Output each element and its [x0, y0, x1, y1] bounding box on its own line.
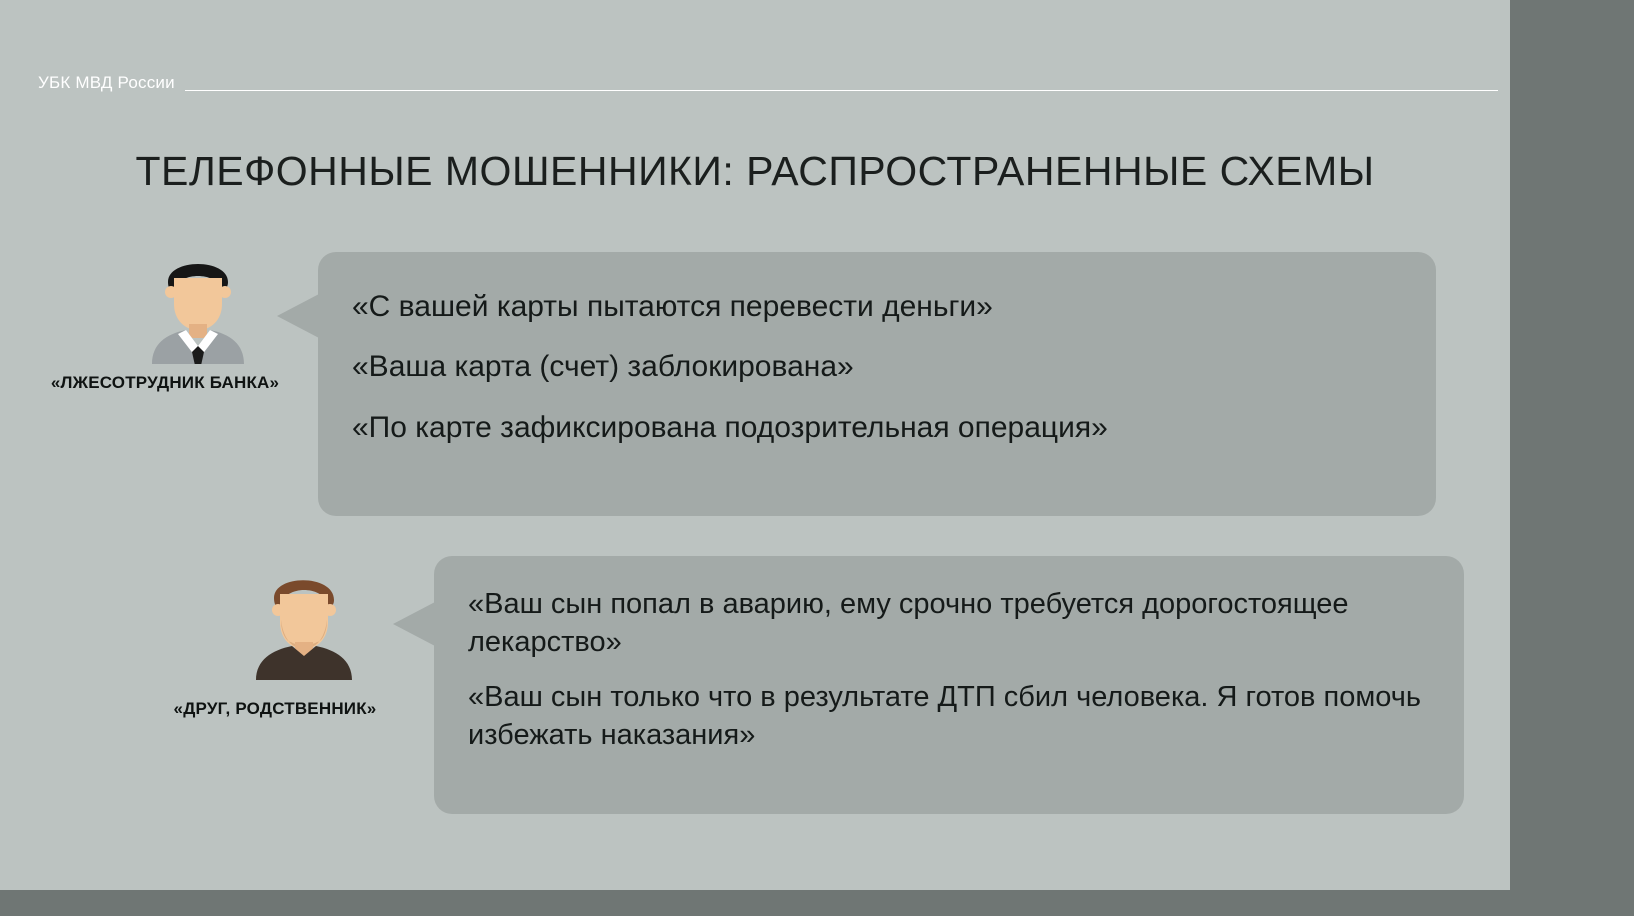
header-divider	[185, 90, 1498, 91]
bubble-line: «Ваш сын только что в результате ДТП сбил человека. Я готов помочь избежать наказания»	[468, 681, 1421, 752]
bubble-tail	[393, 602, 435, 646]
bank-employee-message-bubble	[318, 252, 1436, 516]
page-title: ТЕЛЕФОННЫЕ МОШЕННИКИ: РАСПРОСТРАНЕННЫЕ СХЕМЫ	[135, 148, 1375, 194]
bubble-line: «Ваш сын попал в аварию, ему срочно требуется дорогостоящее лекарство»	[468, 588, 1349, 658]
organization-label: УБК МВД России	[38, 73, 175, 92]
bottom-accent-strip	[0, 890, 1634, 916]
friend-relative-avatar-icon	[248, 562, 360, 680]
bank-employee-avatar-icon	[138, 244, 258, 364]
bubble-line: «Ваша карта (счет) заблокирована»	[352, 350, 854, 384]
slide-header	[38, 68, 1498, 98]
friend-relative-message-bubble	[434, 556, 1464, 814]
bubble-line: «По карте зафиксирована подозрительная операция»	[352, 410, 1108, 444]
friend-relative-caption: «ДРУГ, РОДСТВЕННИК»	[173, 699, 377, 718]
bank-employee-caption: «ЛЖЕСОТРУДНИК БАНКА»	[50, 373, 280, 392]
right-accent-strip	[1510, 0, 1634, 916]
bubble-tail	[277, 294, 319, 338]
bubble-line: «С вашей карты пытаются перевести деньги»	[352, 290, 993, 323]
